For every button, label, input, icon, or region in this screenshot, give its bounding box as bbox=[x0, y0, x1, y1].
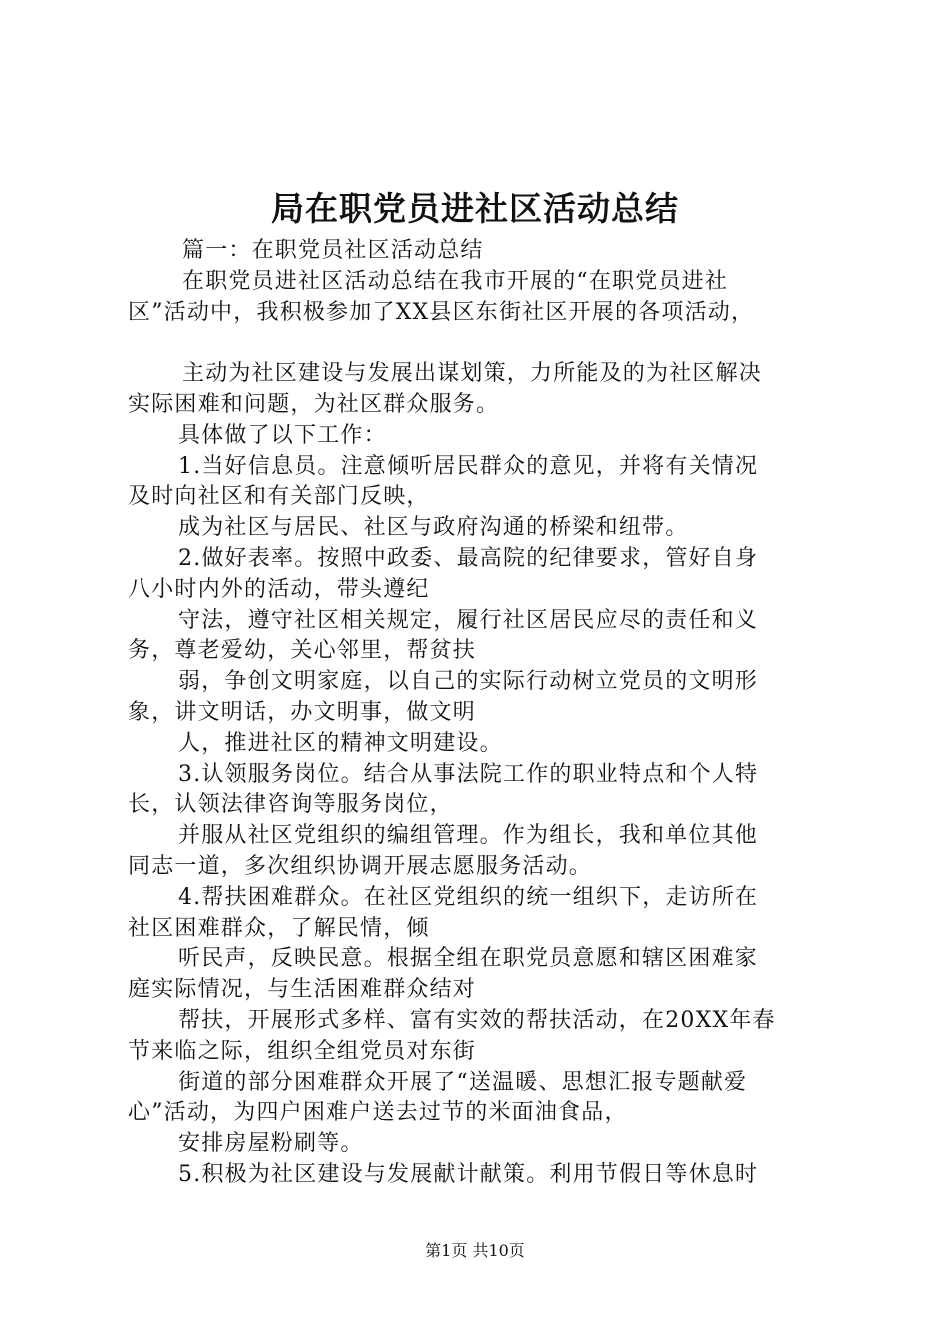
document-title: 局在职党员进社区活动总结 bbox=[271, 189, 679, 228]
paragraph-line: 成为社区与居民、社区与政府沟通的桥梁和纽带。 bbox=[178, 515, 689, 541]
paragraph-line: 主动为社区建设与发展出谋划策，力所能及的为社区解决 bbox=[182, 361, 763, 387]
paragraph-line: 心”活动，为四户困难户送去过节的米面油食品， bbox=[128, 1100, 628, 1126]
paragraph-line: 1.当好信息员。注意倾听居民群众的意见，并将有关情况 bbox=[178, 453, 759, 479]
document-body bbox=[128, 236, 838, 1191]
paragraph-line: 街道的部分困难群众开展了“送温暖、思想汇报专题献爱 bbox=[178, 1069, 748, 1095]
paragraph-line: 长，认领法律咨询等服务岗位， bbox=[128, 792, 453, 818]
paragraph-line: 在职党员进社区活动总结在我市开展的“在职党员进社 bbox=[182, 268, 729, 294]
page-footer: 第1页 共10页 bbox=[425, 1241, 525, 1260]
paragraph-line: 3.认领服务岗位。结合从事法院工作的职业特点和个人特 bbox=[178, 761, 759, 787]
paragraph-line: 4.帮扶困难群众。在社区党组织的统一组织下，走访所在 bbox=[178, 884, 759, 910]
paragraph-line: 实际困难和问题，为社区群众服务。 bbox=[128, 391, 500, 417]
paragraph-line: 听民声，反映民意。根据全组在职党员意愿和辖区困难家 bbox=[178, 946, 759, 972]
paragraph-line: 同志一道，多次组织协调开展志愿服务活动。 bbox=[128, 853, 593, 879]
paragraph-line: 及时向社区和有关部门反映， bbox=[128, 484, 430, 510]
paragraph-line: 2.做好表率。按照中政委、最高院的纪律要求，管好自身 bbox=[178, 545, 759, 571]
paragraph-line: 帮扶，开展形式多样、富有实效的帮扶活动，在20XX年春 bbox=[178, 1007, 776, 1033]
paragraph-line: 具体做了以下工作： bbox=[178, 422, 387, 448]
paragraph-line: 守法，遵守社区相关规定，履行社区居民应尽的责任和义 bbox=[178, 607, 759, 633]
paragraph-line: 安排房屋粉刷等。 bbox=[178, 1131, 364, 1157]
paragraph-line: 社区困难群众，了解民情，倾 bbox=[128, 915, 430, 941]
section-heading: 篇一：在职党员社区活动总结 bbox=[182, 238, 484, 263]
paragraph-line: 5.积极为社区建设与发展献计献策。利用节假日等休息时 bbox=[178, 1161, 759, 1187]
paragraph-line: 区”活动中，我积极参加了XX县区东街社区开展的各项活动， bbox=[128, 299, 755, 325]
paragraph-line: 并服从社区党组织的编组管理。作为组长，我和单位其他 bbox=[178, 823, 759, 849]
paragraph-line: 象，讲文明话，办文明事，做文明 bbox=[128, 699, 477, 725]
paragraph-line: 人，推进社区的精神文明建设。 bbox=[178, 730, 503, 756]
paragraph-line: 节来临之际，组织全组党员对东街 bbox=[128, 1038, 477, 1064]
paragraph-line: 八小时内外的活动，带头遵纪 bbox=[128, 576, 430, 602]
paragraph-line: 弱，争创文明家庭，以自己的实际行动树立党员的文明形 bbox=[178, 669, 759, 695]
blank-line bbox=[128, 328, 838, 359]
paragraph-line: 务，尊老爱幼，关心邻里，帮贫扶 bbox=[128, 638, 477, 664]
paragraph-line: 庭实际情况，与生活困难群众结对 bbox=[128, 977, 477, 1003]
